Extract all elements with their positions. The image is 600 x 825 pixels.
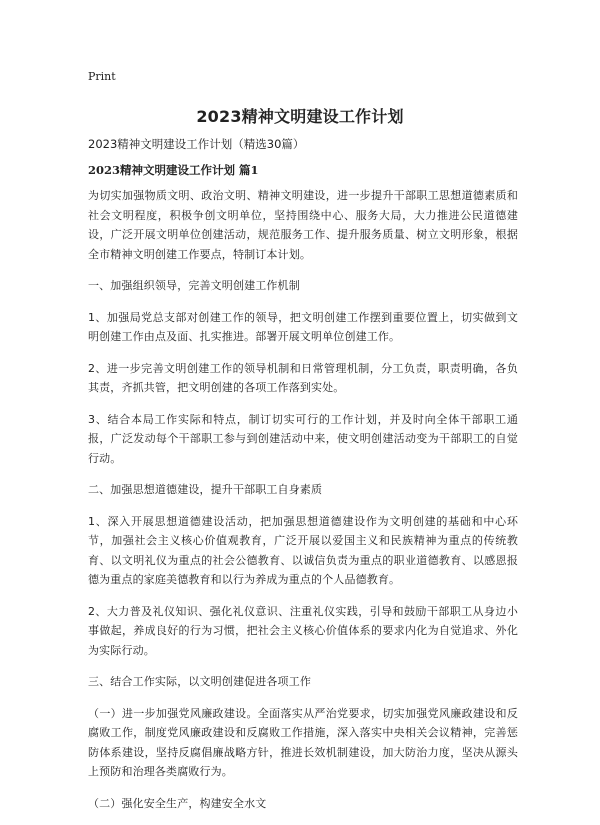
paragraph-1-3: 3、结合本局工作实际和特点，制订切实可行的工作计划，并及时向全体干部职工通报，广泛发动每个干部职工参与到创建活动中来，使文明创建活动变为干部职工的自觉行动。 <box>88 412 518 465</box>
heading-one: 一、加强组织领导，完善文明创建工作机制 <box>88 279 300 292</box>
section-heading: 2023精神文明建设工作计划 篇1 <box>88 163 259 177</box>
paragraph-2-1: 1、深入开展思想道德建设活动，把加强思想道德建设作为文明创建的基础和中心环节，加强社会主义核心价值观教育，广泛开展以爱国主义和民族精神为重点的传统教育、以文明礼仪为重点的社会公德教育、以诚信负责为重点的职业道德教育、以感恩报德为重点的家庭美德教育和以行为养成为重点的个人品德教育。 <box>88 514 518 586</box>
document-subtitle: 2023精神文明建设工作计划（精选30篇） <box>88 137 305 151</box>
paragraph-2-2: 2、大力普及礼仪知识、强化礼仪意识、注重礼仪实践，引导和鼓励干部职工从身边小事做起，养成良好的行为习惯，把社会主义核心价值体系的要求内化为自觉追求、外化为实际行动。 <box>88 604 518 657</box>
heading-two: 二、加强思想道德建设，提升干部职工自身素质 <box>88 483 323 496</box>
paragraph-1-2: 2、进一步完善文明创建工作的领导机制和日常管理机制，分工负责，职责明确，各负其责，齐抓共管，把文明创建的各项工作落到实处。 <box>88 361 518 394</box>
paragraph-1-1: 1、加强局党总支部对创建工作的领导，把文明创建工作摆到重要位置上，切实做到文明创建工作由点及面、扎实推进。部署开展文明单位创建工作。 <box>88 310 518 343</box>
document-body <box>88 134 518 825</box>
document-title: 2023精神文明建设工作计划 <box>196 107 404 126</box>
paragraph-3-2: （二）强化安全生产，构建安全水文 <box>88 796 267 810</box>
paragraph-3-1: （一）进一步加强党风廉政建设。全面落实从严治党要求，切实加强党风廉政建设和反腐败工作，制度党风廉政建设和反腐败工作措施，深入落实中央相关会议精神，完善惩防体系建设，坚持反腐倡廉战略方针，推进长效机制建设，加大防治力度，坚决从源头上预防和治理各类腐败行为。 <box>88 706 518 778</box>
heading-three: 三、结合工作实际，以文明创建促进各项工作 <box>88 675 311 688</box>
print-link[interactable]: Print <box>88 70 116 83</box>
intro-paragraph: 为切实加强物质文明、政治文明、精神文明建设，进一步提升干部职工思想道德素质和社会文明程度，积极争创文明单位，坚持围绕中心、服务大局，大力推进公民道德建设，广泛开展文明单位创建活动，规范服务工作、提升服务质量、树立文明形象，根据全市精神文明创建工作要点，特制订本计划。 <box>88 189 518 261</box>
